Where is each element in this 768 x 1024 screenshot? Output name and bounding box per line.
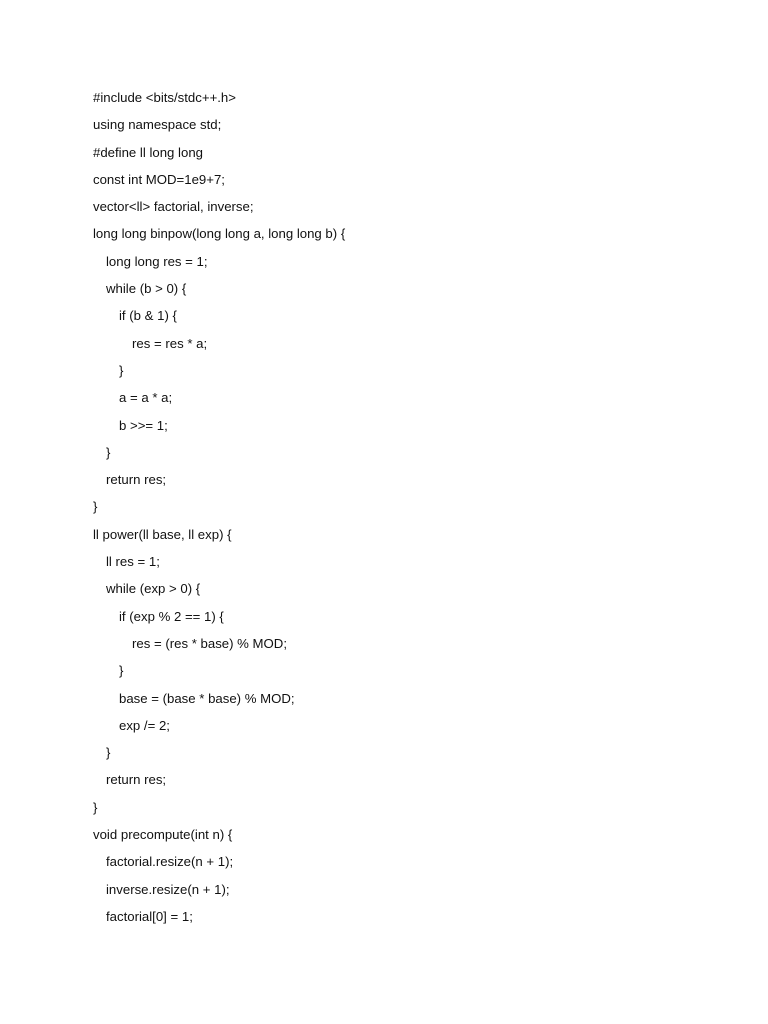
code-line: while (b > 0) { [106, 281, 187, 297]
code-line: inverse.resize(n + 1); [106, 881, 230, 897]
code-line: factorial.resize(n + 1); [106, 854, 234, 870]
code-line: factorial[0] = 1; [106, 908, 193, 924]
code-line: ll power(ll base, ll exp) { [93, 526, 232, 542]
code-block [93, 84, 733, 930]
code-line: return res; [106, 772, 167, 788]
code-line: b >>= 1; [119, 417, 168, 433]
code-line: using namespace std; [93, 117, 222, 133]
code-line: a = a * a; [119, 390, 173, 406]
code-line: #include <bits/stdc++.h> [93, 90, 236, 105]
code-line: long long binpow(long long a, long long b) { [93, 226, 346, 242]
code-line: } [119, 362, 124, 378]
code-line: } [93, 799, 98, 815]
code-line: #define ll long long [93, 144, 203, 160]
code-line: vector<ll> factorial, inverse; [93, 199, 254, 215]
code-line: ll res = 1; [106, 554, 160, 570]
code-line: res = (res * base) % MOD; [132, 635, 287, 651]
code-line: long long res = 1; [106, 253, 208, 269]
code-line: void precompute(int n) { [93, 827, 233, 843]
code-line: } [119, 663, 124, 679]
code-line: } [106, 444, 111, 460]
code-line: res = res * a; [132, 335, 208, 351]
code-line: base = (base * base) % MOD; [119, 690, 295, 706]
code-line: const int MOD=1e9+7; [93, 171, 225, 187]
code-line: if (exp % 2 == 1) { [119, 608, 224, 624]
code-line: } [93, 499, 98, 515]
code-line: if (b & 1) { [119, 308, 177, 324]
code-line: } [106, 745, 111, 761]
code-line: return res; [106, 472, 167, 488]
code-line: exp /= 2; [119, 717, 170, 733]
code-line: while (exp > 0) { [106, 581, 201, 597]
